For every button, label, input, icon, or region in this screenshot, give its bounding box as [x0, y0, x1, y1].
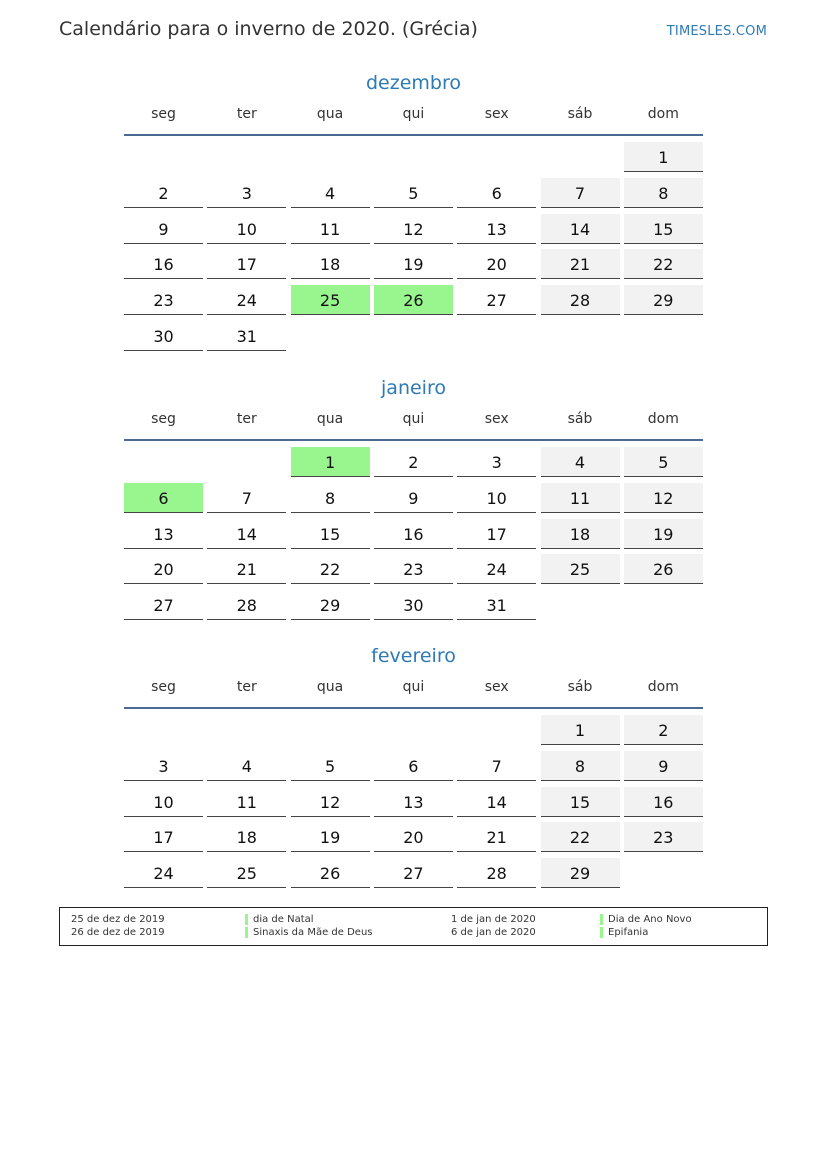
weekday-label: qua — [316, 411, 344, 427]
day-cell: 31 — [457, 590, 536, 620]
weekday-label: seg — [151, 106, 176, 122]
weekday-header — [124, 409, 703, 441]
day-cell: 18 — [291, 249, 370, 279]
weekday-label: qui — [402, 106, 425, 122]
holiday-day-cell: 26 — [374, 285, 453, 315]
legend-color-marker — [245, 914, 248, 925]
weekday-label: sáb — [567, 411, 593, 427]
day-cell: 9 — [374, 483, 453, 513]
weekday-label: sáb — [567, 106, 593, 122]
day-cell: 15 — [624, 214, 703, 244]
weekday-label: dom — [647, 106, 679, 122]
day-cell: 29 — [541, 858, 620, 888]
day-cell: 23 — [374, 554, 453, 584]
day-cell: 10 — [457, 483, 536, 513]
day-cell: 28 — [457, 858, 536, 888]
day-cell: 3 — [124, 751, 203, 781]
day-cell: 22 — [541, 822, 620, 852]
day-cell: 14 — [541, 214, 620, 244]
day-cell: 3 — [207, 178, 286, 208]
day-cell: 18 — [207, 822, 286, 852]
month-calendar — [124, 375, 703, 616]
day-cell: 11 — [291, 214, 370, 244]
weekday-label: ter — [236, 106, 257, 122]
day-cell: 16 — [124, 249, 203, 279]
weekday-label: seg — [151, 411, 176, 427]
month-title: janeiro — [381, 377, 446, 399]
day-cell: 7 — [541, 178, 620, 208]
day-cell: 9 — [124, 214, 203, 244]
day-cell: 2 — [624, 715, 703, 745]
day-cell: 22 — [624, 249, 703, 279]
day-cell: 22 — [291, 554, 370, 584]
day-cell: 13 — [374, 787, 453, 817]
day-cell: 5 — [374, 178, 453, 208]
day-cell: 9 — [624, 751, 703, 781]
day-cell: 23 — [124, 285, 203, 315]
legend-holiday-name: dia de Natal — [253, 914, 314, 925]
day-cell: 29 — [291, 590, 370, 620]
month-calendar — [124, 70, 703, 346]
weekday-label: sáb — [567, 679, 593, 695]
day-cell: 25 — [541, 554, 620, 584]
weekday-label: qui — [402, 411, 425, 427]
day-cell: 6 — [457, 178, 536, 208]
weekday-label: dom — [647, 411, 679, 427]
legend-date: 26 de dez de 2019 — [71, 927, 165, 938]
legend-date: 25 de dez de 2019 — [71, 914, 165, 925]
day-cell: 21 — [207, 554, 286, 584]
day-cell: 8 — [624, 178, 703, 208]
legend-holiday-name: Epifania — [608, 927, 649, 938]
day-cell: 16 — [624, 787, 703, 817]
day-cell: 27 — [457, 285, 536, 315]
weekday-label: qua — [316, 106, 344, 122]
day-cell: 13 — [457, 214, 536, 244]
day-cell: 12 — [374, 214, 453, 244]
day-cell: 17 — [124, 822, 203, 852]
day-cell: 2 — [374, 447, 453, 477]
day-cell: 4 — [541, 447, 620, 477]
legend-holiday-name: Dia de Ano Novo — [608, 914, 692, 925]
page-title: Calendário para o inverno de 2020. (Grécia) — [59, 18, 478, 40]
day-cell: 4 — [207, 751, 286, 781]
legend-color-marker — [600, 914, 603, 925]
day-cell: 15 — [291, 519, 370, 549]
weekday-header — [124, 104, 703, 136]
day-cell: 25 — [207, 858, 286, 888]
day-cell: 31 — [207, 321, 286, 351]
day-cell: 10 — [207, 214, 286, 244]
day-cell: 30 — [374, 590, 453, 620]
day-cell: 16 — [374, 519, 453, 549]
day-cell: 27 — [374, 858, 453, 888]
day-cell: 26 — [624, 554, 703, 584]
day-cell: 27 — [124, 590, 203, 620]
day-cell: 15 — [541, 787, 620, 817]
day-cell: 8 — [291, 483, 370, 513]
legend-color-marker — [245, 927, 248, 938]
day-cell: 4 — [291, 178, 370, 208]
month-calendar — [124, 643, 703, 884]
day-cell: 3 — [457, 447, 536, 477]
holiday-legend — [59, 907, 768, 946]
day-cell: 29 — [624, 285, 703, 315]
day-cell: 14 — [457, 787, 536, 817]
day-cell: 10 — [124, 787, 203, 817]
weekday-label: sex — [484, 679, 509, 695]
weekday-label: seg — [151, 679, 176, 695]
day-cell: 1 — [541, 715, 620, 745]
weekday-label: qui — [402, 679, 425, 695]
day-cell: 23 — [624, 822, 703, 852]
day-cell: 7 — [457, 751, 536, 781]
day-cell: 17 — [207, 249, 286, 279]
day-cell: 20 — [124, 554, 203, 584]
day-cell: 28 — [541, 285, 620, 315]
weekday-label: sex — [484, 411, 509, 427]
day-cell: 24 — [124, 858, 203, 888]
day-cell: 24 — [207, 285, 286, 315]
day-cell: 17 — [457, 519, 536, 549]
day-cell: 1 — [624, 142, 703, 172]
holiday-day-cell: 25 — [291, 285, 370, 315]
legend-holiday-name: Sinaxis da Mãe de Deus — [253, 927, 373, 938]
day-cell: 12 — [291, 787, 370, 817]
day-cell: 7 — [207, 483, 286, 513]
day-cell: 11 — [207, 787, 286, 817]
day-cell: 18 — [541, 519, 620, 549]
day-cell: 5 — [291, 751, 370, 781]
weekday-label: ter — [236, 411, 257, 427]
day-cell: 2 — [124, 178, 203, 208]
day-cell: 8 — [541, 751, 620, 781]
day-cell: 13 — [124, 519, 203, 549]
month-title: dezembro — [366, 72, 461, 94]
day-cell: 14 — [207, 519, 286, 549]
weekday-header — [124, 677, 703, 709]
day-cell: 12 — [624, 483, 703, 513]
day-cell: 26 — [291, 858, 370, 888]
day-cell: 19 — [291, 822, 370, 852]
day-cell: 19 — [624, 519, 703, 549]
day-cell: 20 — [457, 249, 536, 279]
holiday-day-cell: 6 — [124, 483, 203, 513]
day-cell: 6 — [374, 751, 453, 781]
weekday-label: dom — [647, 679, 679, 695]
legend-date: 6 de jan de 2020 — [451, 927, 536, 938]
day-cell: 20 — [374, 822, 453, 852]
legend-color-marker — [600, 927, 603, 938]
day-cell: 28 — [207, 590, 286, 620]
day-cell: 5 — [624, 447, 703, 477]
day-cell: 24 — [457, 554, 536, 584]
site-link[interactable]: TIMESLES.COM — [666, 24, 767, 39]
holiday-day-cell: 1 — [291, 447, 370, 477]
legend-date: 1 de jan de 2020 — [451, 914, 536, 925]
weekday-label: qua — [316, 679, 344, 695]
day-cell: 19 — [374, 249, 453, 279]
weekday-label: ter — [236, 679, 257, 695]
day-cell: 11 — [541, 483, 620, 513]
day-cell: 21 — [541, 249, 620, 279]
month-title: fevereiro — [371, 645, 456, 667]
day-cell: 30 — [124, 321, 203, 351]
day-cell: 21 — [457, 822, 536, 852]
weekday-label: sex — [484, 106, 509, 122]
